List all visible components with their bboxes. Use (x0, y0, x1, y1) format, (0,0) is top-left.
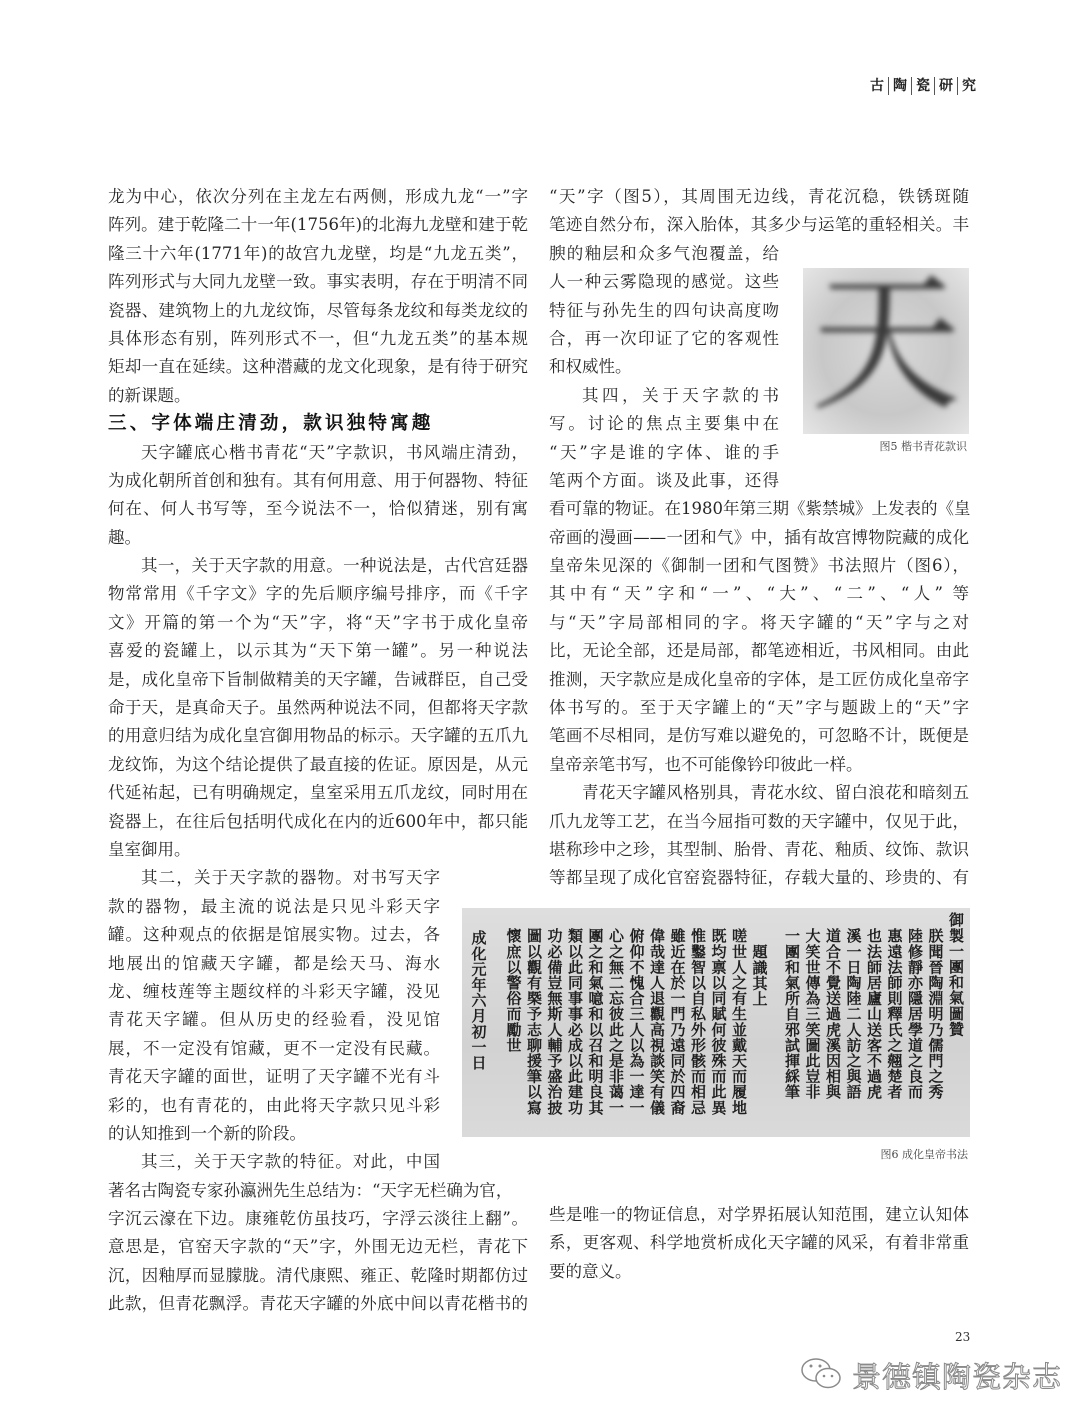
right-column (549, 183, 969, 893)
calligraphy-column: 圖以觀有槩予志聊援筆以寫 (525, 928, 543, 1116)
header-char: 陶 (888, 77, 911, 95)
figure5-glyph: 天 (810, 267, 961, 432)
header-char: 瓷 (911, 77, 934, 95)
paragraph-line: 命于天，是真命天子。虽然两种说法不同，但都将天字款 (108, 698, 528, 718)
paragraph-line: 堪称珍中之珍，其型制、胎骨、青花、釉质、纹饰、款识 (549, 839, 969, 859)
paragraph-line: 青花天字罐的面世，证明了天字罐不光有斗 (108, 1067, 440, 1087)
calligraphy-column: 心之無二忘彼此之是非蔼一 (607, 928, 625, 1116)
paragraph-line: 瓷器上，在往后包括明代成化在内的近600年中，都只能 (108, 811, 528, 831)
paragraph-line: 特征与孙先生的四句诀高度吻 (549, 300, 779, 320)
paragraph-line: 矩却一直在延续。这种潜藏的龙文化现象，是有待于研究 (108, 357, 528, 377)
paragraph-line: 为成化朝所首创和独有。其有何用意、用于何器物、特征 (108, 470, 528, 490)
calligraphy-column: 陸修靜亦隱居學道之良而 (906, 928, 924, 1100)
calligraphy-column: 一團和氣所自邪試揮綵筆 (783, 928, 801, 1100)
paragraph-line: 文》开篇的第一个为“天”字，将“天”字书于成化皇帝 (108, 612, 528, 632)
paragraph-line: 具体形态有别，阵列形式不一，但“九龙五类”的基本规 (108, 328, 528, 348)
calligraphy-column: 功必備豈無斯人輔予盛治披 (545, 928, 564, 1116)
paragraph-line: “天”字（图5），其周围无边线，青花沉稳，铁锈斑随 (549, 187, 969, 206)
paragraph-line: 笔画不尽相同，是仿写难以避免的，可忽略不计，既便是 (549, 726, 969, 746)
paragraph-line: 地展出的馆藏天字罐，都是绘天马、海水 (108, 953, 440, 973)
paragraph-line: 字沉云濠在下边。康雍乾仿虽技巧，字浮云淡往上翻”。 (108, 1209, 528, 1229)
header-char: 研 (934, 77, 957, 95)
paragraph-line: 笔迹自然分布，深入胎体，其多少与运笔的重轻相关。丰 (549, 215, 969, 235)
figure5-caption: 图5 楷书青花款识 (879, 439, 967, 453)
header-char: 究 (957, 77, 980, 95)
paragraph-line: “天”字是谁的字体、谁的手 (549, 442, 779, 462)
paragraph-line: 的认知推到一个新的阶段。 (108, 1123, 306, 1143)
paragraph-line: 物常常用《千字文》字的先后顺序编号排序，而《千字 (108, 584, 528, 604)
calligraphy-column: 成化元年六月初一日 (469, 930, 488, 1071)
paragraph-line: 隆三十六年(1771年)的故宫九龙壁，均是“九龙五类”， (108, 243, 528, 263)
left-column (108, 183, 528, 1319)
paragraph-line: 皇帝亲笔书写，也不可能像钤印彼此一样。 (549, 754, 863, 774)
calligraphy-column: 俯仰不愧合三人以為一達一 (627, 928, 646, 1116)
figure5-image (803, 268, 969, 434)
paragraph-line: 人一种云雾隐现的感觉。这些 (549, 272, 779, 292)
calligraphy-column: 也法師居廬山送客不過虎 (865, 928, 883, 1100)
paragraph-line: 其一，关于天字款的用意。一种说法是，古代宫廷器 (141, 556, 528, 576)
calligraphy-column: 朕聞晉陶淵明乃儒門之秀 (926, 928, 945, 1100)
paragraph-line: 皇帝朱见深的《御制一团和气图赞》书法照片（图6）， (549, 556, 969, 576)
calligraphy-column: 大笑世傳為三笑圖此豈非 (803, 928, 822, 1100)
paragraph-line: 青花天字罐。但从历史的经验看，没见馆 (108, 1010, 440, 1030)
paragraph-line: 帝画的漫画——一团和气》中，插有故宫博物院藏的成化 (549, 527, 969, 547)
paragraph-line: 比，无论全部，还是局部，都笔迹相近，书风相同。由此 (549, 641, 969, 661)
watermark (800, 1355, 1062, 1396)
page-number: 23 (955, 1330, 971, 1344)
paragraph-line: 喜爱的瓷罐上，以示其为“天下第一罐”。另一种说法 (108, 641, 528, 661)
watermark-text: 景德镇陶瓷杂志 (852, 1360, 1063, 1394)
figure6-caption: 图6 成化皇帝书法 (880, 1148, 968, 1161)
running-header (866, 77, 980, 95)
paragraph-line: 罐。这种观点的依据是馆展实物。过去，各 (108, 925, 440, 945)
paragraph-line: 的用意归结为成化皇宫御用物品的标示。天字罐的五爪九 (108, 726, 528, 746)
paragraph-line: 合，再一次印证了它的客观性 (549, 328, 779, 348)
paragraph-line: 天字罐底心楷书青花“天”字款识，书风端庄清劲， (141, 442, 528, 462)
figure5 (779, 240, 969, 496)
paragraph-line: 沉，因釉厚而显朦胧。清代康熙、雍正、乾隆时期都仿过 (108, 1265, 528, 1285)
paragraph-line: 意思是，官窑天字款的“天”字，外围无边无栏，青花下 (108, 1237, 528, 1257)
paragraph-line: 写。讨论的焦点主要集中在 (549, 414, 779, 434)
paragraph-line: 与“天”字局部相同的字。将天字罐的“天”字与之对 (549, 612, 969, 632)
paragraph-line: 要的意义。 (549, 1261, 632, 1281)
calligraphy-column: 溪一日陶陸二人訪之與語 (844, 928, 863, 1100)
calligraphy-column: 惠遠法師則釋氏之翹楚者 (885, 928, 904, 1100)
paragraph-line: 体书写的。至于天字罐上的“天”字与题跋上的“天”字 (549, 698, 969, 718)
paragraph-line: 趣。 (108, 527, 141, 547)
paragraph-line: 龙纹饰，为这个结论提供了最直接的佐证。原因是，从元 (108, 754, 528, 774)
paragraph-line: 笔两个方面。谈及此事，还得 (549, 470, 779, 490)
paragraph-line: 推测，天字款应是成化皇帝的字体，是工匠仿成化皇帝字 (549, 669, 969, 689)
header-char: 古 (870, 78, 884, 94)
paragraph-line: 系，更客观、科学地赏析成化天字罐的风采，有着非常重 (549, 1233, 969, 1253)
paragraph-line: 皇室御用。 (108, 839, 191, 859)
paragraph-line: 阵列形式与大同九龙壁一致。事实表明，存在于明清不同 (108, 272, 528, 292)
paragraph-line: 此款，但青花飘浮。青花天字罐的外底中间以青花楷书的 (108, 1294, 528, 1314)
paragraph-line: 其四，关于天字款的书 (582, 385, 779, 405)
paragraph-line: 青花天字罐风格别具，青花水纹、留白浪花和暗刻五 (582, 783, 969, 803)
paragraph-line: 其中有“天”字和“一”、“大”、“二”、“人” 等 (549, 584, 969, 604)
paragraph-line: 是，成化皇帝下旨制做精美的天字罐，告诫群臣，自己受 (108, 669, 528, 689)
calligraphy-column: 御製一團和氣圖贊 (947, 912, 965, 1037)
calligraphy-column: 偉哉達人退觀高視談笑有儀 (648, 928, 666, 1116)
paragraph-line: 著名古陶瓷专家孙瀛洲先生总结为：“天字无栏确为官， (108, 1180, 513, 1200)
paragraph-line: 彩的，也有青花的，由此将天字款只见斗彩 (108, 1095, 440, 1115)
paragraph-line: 龙为中心，依次分列在主龙左右两侧，形成九龙“一”字 (108, 187, 528, 206)
paragraph-line: 些是唯一的物证信息，对学界拓展认知范围，建立认知体 (549, 1205, 969, 1224)
calligraphy-column: 惟鑿智以自私外形骸而相忌 (689, 928, 707, 1116)
calligraphy-column: 嗟世人之有生並戴天而履地 (730, 928, 748, 1116)
paragraph-line: 和权威性。 (549, 357, 632, 377)
wechat-icon (800, 1356, 844, 1396)
paragraph-line: 看可靠的物证。在1980年第三期《紫禁城》上发表的《皇 (549, 499, 971, 519)
paragraph-line: 的新课题。 (108, 385, 191, 405)
paragraph-line: 瓷器、建筑物上的九龙纹饰，尽管每条龙纹和每类龙纹的 (108, 300, 528, 320)
calligraphy-column: 既均禀以同賦何彼殊而此異 (709, 928, 728, 1116)
paragraph-line: 何在、何人书写等，至今说法不一，恰似猜迷，别有寓 (108, 499, 528, 519)
paragraph-line: 展，不一定没有馆藏，更不一定没有民藏。 (108, 1038, 440, 1058)
right-column-continuation (549, 1201, 969, 1286)
calligraphy-column: 類以此同事事必成以此建功 (566, 928, 584, 1116)
calligraphy-column: 題識其上 (750, 944, 769, 1007)
calligraphy-column: 雖近在於一門乃遠同於四裔 (668, 928, 687, 1116)
paragraph-line: 龙、缠枝莲等主题纹样的斗彩天字罐，没见 (108, 981, 440, 1001)
paragraph-line: 爪九龙等工艺，在当今屈指可数的天字罐中，仅见于此， (549, 811, 969, 831)
paragraph-line: 款的器物，最主流的说法是只见斗彩天字 (108, 896, 440, 916)
figure6-image (462, 908, 970, 1137)
paragraph-line: 其三，关于天字款的特征。对此，中国 (141, 1152, 440, 1172)
calligraphy-column: 團之和氣噫和以召和明良其 (586, 928, 605, 1116)
paragraph-line: 阵列。建于乾隆二十一年(1756年)的北海九龙壁和建于乾 (108, 215, 528, 235)
paragraph-line: 等都呈现了成化官窑瓷器特征，存载大量的、珍贵的、有 (549, 868, 969, 888)
calligraphy-column: 懷庶以警俗而勵世 (504, 928, 523, 1053)
paragraph-line: 腴的釉层和众多气泡覆盖，给 (549, 243, 779, 263)
calligraphy-column: 道合不覺送過虎溪因相與 (824, 928, 842, 1100)
paragraph-line: 代延祐起，已有明确规定，皇室采用五爪龙纹，同时用在 (108, 783, 528, 803)
paragraph-line: 其二，关于天字款的器物。对书写天字 (141, 868, 440, 888)
section-heading: 三、字体端庄清劲，款识独特寓趣 (108, 413, 434, 435)
